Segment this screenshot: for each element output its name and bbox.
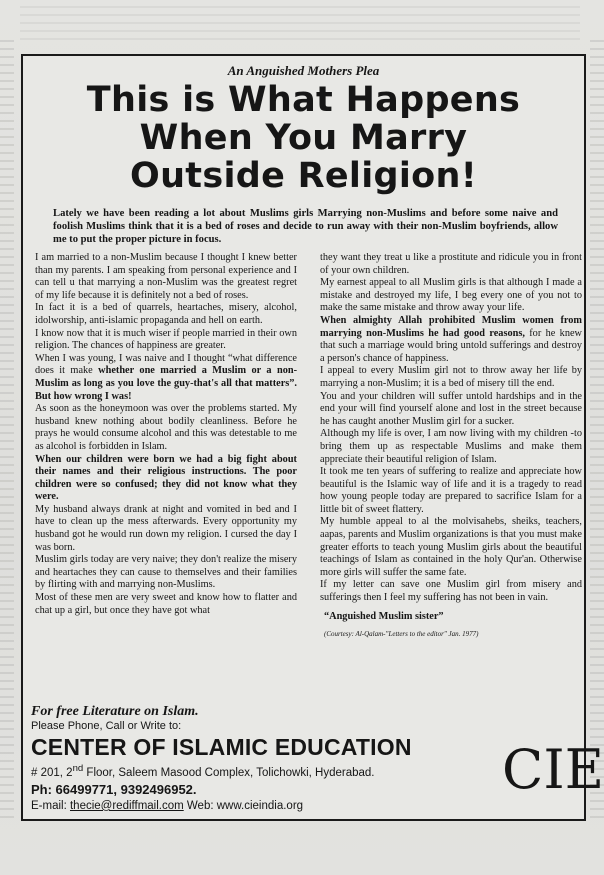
kicker: An Anguished Mothers Plea (227, 63, 380, 78)
contact-footer (31, 703, 501, 814)
paragraph-text: for he knew that such a marriage would bring untold sufferings and destroy a person's chance of happiness. (320, 327, 582, 364)
signoff: “Anguished Muslim sister” (324, 610, 444, 622)
headline-line-2: When You Marry (139, 118, 468, 158)
contact-prompt: Please Phone, Call or Write to: (31, 720, 182, 732)
courtesy-note: (Courtesy: Al-Qalam-"Letters to the editor" Jan. 1977) (324, 630, 479, 639)
paragraph: In fact it is a bed of quarrels, heartaches, misery, alcohol, idolworship, anti-islamic propaganda and hell on earth. (35, 302, 297, 326)
paragraph-text: When I was young, I was naive and I thought “what difference does it make (35, 352, 297, 377)
email-label: E-mail: (31, 799, 70, 812)
intro-paragraph: Lately we have been reading a lot about Muslims girls Marrying non-Muslims and before some naive and foolish Muslims think that it is a bed of roses and decide to run away with their non-Muslim boyfriends, allow me to put the proper picture in focus. (53, 208, 558, 245)
paragraph: I know now that it is much wiser if people married in their own religion. The chances of happiness are greater. (35, 327, 297, 352)
left-column (35, 252, 297, 617)
bleed-through-right (590, 40, 604, 820)
email-link[interactable]: thecie@rediffmail.com (69, 799, 184, 812)
organization-name: CENTER OF ISLAMIC EDUCATION (31, 734, 412, 760)
paragraph: they want they treat u like a prostitute and ridicule you in front of your own children. (320, 252, 582, 276)
bleed-through-left (0, 40, 14, 820)
paragraph: Muslim girls today are very naive; they don't realize the misery and heartaches they can cause to themselves and their families by flirting with and marrying non-Muslims. (35, 554, 297, 591)
address (31, 761, 501, 781)
address-start: # 201, 2 (31, 766, 73, 779)
paragraph: It took me ten years of suffering to realize and appreciate how beautiful is the Islamic way of life and it is a tragedy to read how young people today are prepared to sacrifice Islam for a little bit of sweet flattery. (320, 466, 582, 515)
web-link[interactable]: www.cieindia.org (216, 799, 304, 812)
address-superscript: nd (72, 763, 84, 774)
paragraph (35, 353, 297, 403)
paragraph: My earnest appeal to all Muslim girls is that although I made a mistake and destroyed my life, I beg every one of you not to make the same mistake and throw away your life. (320, 277, 582, 314)
right-column (320, 252, 582, 641)
paragraph-emphasis: whether one married a Muslim or a non-Muslim as long as you love the guy-that's all that matters”. But how wrong I was! (35, 365, 297, 402)
paragraph: My husband always drank at night and vomited in bed and I have to clean up the mess afterwards. Every opportunity my husband got he would run down my religion. I cursed the day I was born. (35, 503, 297, 553)
paragraph: My humble appeal to al the molvisahebs, sheiks, teachers, aapas, parents and Muslim organizations is that you must make greater efforts to teach young Muslim girls about the beautiful teachings of Islam as contained in the holy Qur'an. Otherwise more girls will suffer the same fate. (320, 516, 582, 578)
address-end: Floor, Saleem Masood Complex, Tolichowki, Hyderabad. (83, 766, 375, 779)
web-label: Web: (183, 799, 217, 812)
paragraph: I appeal to every Muslim girl not to throw away her life by marrying a non-Muslim; it is a bed of misery till the end. (320, 365, 582, 389)
paragraph: If my letter can save one Muslim girl from misery and sufferings then I feel my suffering has not been in vain. (320, 579, 582, 604)
paragraph: As soon as the honeymoon was over the problems started. My husband knew nothing about bodily cleanliness. Before he prays he would consume alcohol and this was detestable to me as alcohol is forbidden in Islam. (35, 403, 297, 452)
paragraph (320, 315, 582, 365)
paragraph: Most of these men are very sweet and know how to flatter and chat up a girl, but once they have got what (35, 592, 297, 616)
free-literature-heading: For free Literature on Islam. (31, 704, 199, 719)
cie-logo: CIE (502, 738, 604, 801)
email-web-line (31, 798, 501, 814)
bleed-through-top (20, 6, 580, 46)
flyer-frame (21, 54, 604, 821)
paragraph-emphasis: When our children were born we had a big fight about their names and their religious instructions. The poor children were so confused; they did not know what they were. (35, 453, 297, 503)
paragraph: You and your children will suffer untold hardships and in the end your will find yourself alone and lost in the street because he has caught another Muslim girl for a sucker. (320, 390, 582, 427)
paragraph: I am married to a non-Muslim because I thought I knew better than my parents. I am speaking from personal experience and I can tell u that marrying a non-Muslim was the greatest regret of my life because it is definitely not a bed of roses. (35, 252, 297, 301)
phone-numbers: Ph: 66499771, 9392496952. (31, 781, 197, 797)
headline-line-3: Outside Religion! (130, 156, 477, 196)
paragraph-emphasis: When almighty Allah prohibited Muslim women from marrying non-Muslims he had good reasons, (320, 314, 582, 339)
headline-line-1: This is What Happens (86, 80, 521, 120)
headline (23, 81, 584, 195)
paragraph: Although my life is over, I am now living with my children -to bring them up as respectable Muslims and make them appreciate their beautiful religion of Islam. (320, 428, 582, 465)
